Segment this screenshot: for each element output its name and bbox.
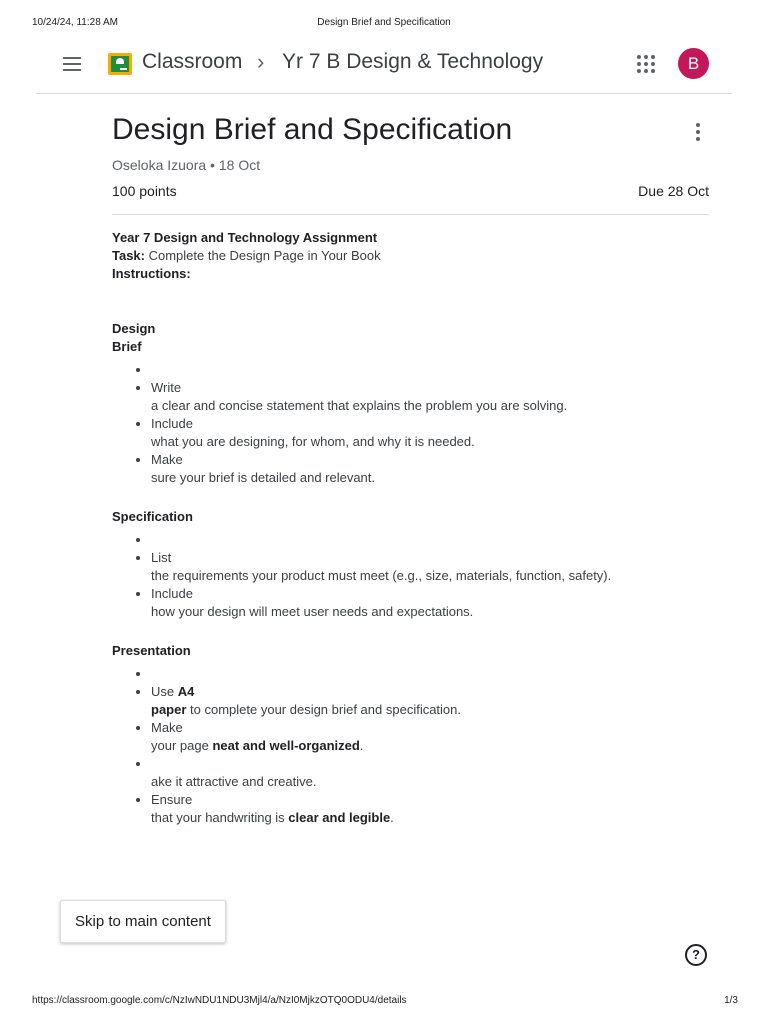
list-item: [151, 683, 612, 719]
help-circle-icon[interactable]: ?: [685, 944, 707, 966]
print-timestamp: 10/24/24, 11:28 AM: [32, 17, 118, 28]
breadcrumb-classroom-link[interactable]: Classroom: [142, 50, 243, 73]
list-item-verb: Make: [151, 452, 183, 467]
print-page-title: Design Brief and Specification: [317, 17, 451, 28]
more-vert-icon[interactable]: [686, 120, 710, 144]
task-line: [112, 247, 612, 265]
apps-grid-icon[interactable]: [636, 54, 656, 74]
list-item-text: .: [359, 738, 364, 753]
list-item-text: what you are designing, for whom, and why it is needed.: [151, 434, 475, 449]
points-label: 100 points: [112, 183, 177, 199]
list-item: [151, 549, 612, 585]
due-date: Due 28 Oct: [638, 183, 709, 199]
print-footer: [32, 995, 738, 1009]
page-title: Design Brief and Specification: [112, 113, 513, 146]
design-brief-heading-line1: Design: [112, 321, 156, 336]
list-item-empty: [151, 665, 612, 683]
design-brief-section: [112, 320, 612, 487]
meta-separator: •: [206, 157, 219, 173]
list-item-text: a clear and concise statement that explains the problem you are solving.: [151, 398, 568, 413]
list-item-bold: clear and legible: [288, 810, 391, 825]
list-item: [151, 719, 612, 755]
design-brief-heading: [112, 320, 612, 356]
page-number: 1/3: [724, 995, 738, 1006]
list-item-text: ake it attractive and creative.: [151, 774, 317, 789]
list-item-text: .: [390, 810, 394, 825]
presentation-heading: Presentation: [112, 643, 191, 658]
top-app-bar: [36, 40, 732, 94]
list-item-verb: Include: [151, 586, 193, 601]
specification-section: [112, 508, 612, 621]
list-item: [151, 379, 612, 415]
instructions-label: Instructions:: [112, 266, 191, 281]
list-item-bold: neat and well-organized: [212, 738, 360, 753]
print-header: [32, 17, 736, 31]
list-item-verb: Use: [151, 684, 178, 699]
list-item-text: your page: [151, 738, 213, 753]
page-url: https://classroom.google.com/c/NzIwNDU1NDU3Mjl4/a/NzI0MjkzOTQ0ODU4/details: [32, 995, 407, 1006]
list-item-empty: [151, 361, 612, 379]
assignment-meta: [112, 157, 260, 173]
description-heading: Year 7 Design and Technology Assignment: [112, 230, 378, 245]
design-brief-heading-line2: Brief: [112, 339, 142, 354]
list-item: [151, 791, 612, 827]
list-item: [151, 451, 612, 487]
task-label: Task:: [112, 248, 145, 263]
presentation-section: [112, 642, 612, 827]
avatar[interactable]: B: [678, 48, 709, 79]
assignment-description: [112, 229, 612, 848]
author-name: Oseloka Izuora: [112, 157, 207, 173]
list-item-verb: Make: [151, 720, 183, 735]
list-item-text: to complete your design brief and specification.: [186, 702, 462, 717]
list-item: [151, 585, 612, 621]
list-item-bold: A4: [177, 684, 195, 699]
breadcrumb-class-link[interactable]: Yr 7 B Design & Technology: [282, 50, 544, 73]
posted-date: 18 Oct: [218, 157, 261, 173]
list-item-text: the requirements your product must meet (e.g., size, materials, function, safety).: [151, 568, 612, 583]
skip-to-main-content-button[interactable]: Skip to main content: [60, 900, 226, 943]
list-item: [151, 755, 612, 791]
list-item: [151, 415, 612, 451]
list-item-bold: paper: [151, 702, 187, 717]
list-item-verb: Ensure: [151, 792, 193, 807]
chevron-right-icon: ›: [257, 49, 265, 74]
list-item-empty: [151, 531, 612, 549]
list-item-verb: List: [151, 550, 172, 565]
hamburger-menu-icon[interactable]: [60, 52, 84, 76]
list-item-verb: Write: [151, 380, 182, 395]
list-item-text: sure your brief is detailed and relevant.: [151, 470, 376, 485]
list-item-text: how your design will meet user needs and expectations.: [151, 604, 474, 619]
list-item-text: that your handwriting is: [151, 810, 289, 825]
specification-heading: Specification: [112, 509, 193, 524]
divider: [112, 214, 709, 215]
list-item-verb: Include: [151, 416, 193, 431]
task-text: Complete the Design Page in Your Book: [145, 248, 381, 263]
presentation-list: [112, 665, 612, 827]
google-classroom-logo[interactable]: [108, 53, 132, 75]
design-brief-list: [112, 361, 612, 487]
specification-list: [112, 531, 612, 621]
